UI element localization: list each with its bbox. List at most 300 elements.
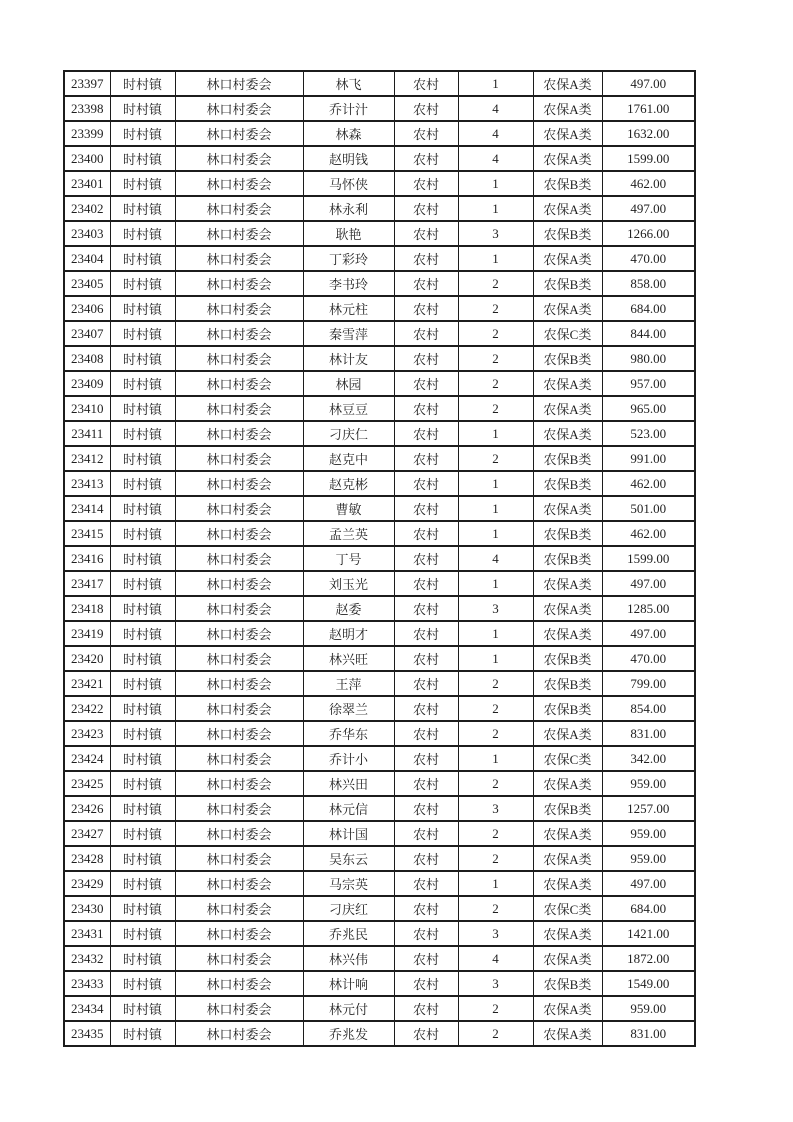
table-row	[64, 221, 695, 246]
cell-amount: 1285.00	[602, 596, 695, 621]
cell-village: 林口村委会	[175, 146, 303, 171]
cell-village: 林口村委会	[175, 346, 303, 371]
cell-village: 林口村委会	[175, 871, 303, 896]
cell-amount: 1761.00	[602, 96, 695, 121]
table-row	[64, 121, 695, 146]
cell-record_id: 23400	[64, 146, 110, 171]
table-row	[64, 321, 695, 346]
table-row	[64, 946, 695, 971]
cell-count: 1	[458, 246, 533, 271]
cell-town: 时村镇	[110, 221, 175, 246]
table-row	[64, 896, 695, 921]
cell-record_id: 23407	[64, 321, 110, 346]
table-row	[64, 1021, 695, 1046]
cell-insurance_category: 农保B类	[533, 696, 602, 721]
cell-record_id: 23397	[71, 75, 104, 91]
cell-town: 时村镇	[110, 696, 175, 721]
cell-count: 2	[458, 896, 533, 921]
table-row	[64, 71, 695, 96]
cell-insurance_category: 农保A类	[533, 921, 602, 946]
cell-insurance_category: 农保A类	[533, 1021, 602, 1046]
cell-count: 1	[458, 196, 533, 221]
cell-amount: 523.00	[602, 421, 695, 446]
cell-insurance_category: 农保A类	[533, 146, 602, 171]
cell-town: 时村镇	[110, 196, 175, 221]
table-row	[64, 821, 695, 846]
cell-town: 时村镇	[110, 971, 175, 996]
cell-record_id: 23405	[64, 271, 110, 296]
cell-residence_type: 农村	[394, 946, 458, 971]
cell-amount: 959.00	[602, 771, 695, 796]
cell-insurance_category: 农保A类	[533, 396, 602, 421]
cell-residence_type: 农村	[394, 971, 458, 996]
cell-record_id: 23435	[64, 1021, 110, 1046]
cell-amount: 1549.00	[602, 971, 695, 996]
cell-amount: 497.00	[602, 71, 695, 96]
table-row	[64, 446, 695, 471]
cell-amount: 858.00	[602, 271, 695, 296]
cell-village: 林口村委会	[175, 396, 303, 421]
cell-record_id: 23403	[64, 221, 110, 246]
cell-residence_type: 农村	[394, 446, 458, 471]
cell-amount: 844.00	[602, 321, 695, 346]
cell-residence_type: 农村	[394, 996, 458, 1021]
cell-count: 2	[458, 821, 533, 846]
cell-village: 林口村委会	[175, 696, 303, 721]
cell-record_id: 23430	[64, 896, 110, 921]
cell-person_name: 乔计小	[303, 746, 394, 771]
cell-town: 时村镇	[110, 121, 175, 146]
records-tbody	[64, 71, 695, 1046]
cell-person_name: 林元付	[303, 996, 394, 1021]
cell-person_name: 乔计汁	[303, 96, 394, 121]
cell-count: 4	[458, 946, 533, 971]
cell-count: 2	[458, 771, 533, 796]
cell-insurance_category: 农保A类	[533, 721, 602, 746]
cell-insurance_category: 农保C类	[533, 896, 602, 921]
cell-insurance_category: 农保C类	[533, 746, 602, 771]
cell-record_id: 23398	[64, 96, 110, 121]
cell-residence_type: 农村	[394, 896, 458, 921]
cell-person_name: 林园	[303, 371, 394, 396]
cell-village: 林口村委会	[175, 71, 303, 96]
cell-insurance_category: 农保A类	[533, 946, 602, 971]
cell-record_id: 23432	[64, 946, 110, 971]
cell-residence_type: 农村	[394, 246, 458, 271]
cell-person_name: 孟兰英	[303, 521, 394, 546]
cell-insurance_category: 农保A类	[533, 196, 602, 221]
cell-person_name: 丁号	[303, 546, 394, 571]
cell-residence_type: 农村	[394, 646, 458, 671]
table-row	[64, 296, 695, 321]
cell-count: 2	[458, 346, 533, 371]
cell-amount: 831.00	[602, 1021, 695, 1046]
table-row	[64, 996, 695, 1021]
cell-town: 时村镇	[110, 646, 175, 671]
cell-record_id: 23414	[64, 496, 110, 521]
cell-record_id: 23428	[64, 846, 110, 871]
cell-residence_type: 农村	[394, 746, 458, 771]
cell-residence_type: 农村	[394, 296, 458, 321]
cell-insurance_category: 农保A类	[533, 296, 602, 321]
cell-residence_type: 农村	[394, 171, 458, 196]
cell-person_name: 赵明才	[303, 621, 394, 646]
table-row	[64, 496, 695, 521]
cell-town: 时村镇	[110, 821, 175, 846]
cell-insurance_category: 农保A类	[533, 96, 602, 121]
cell-record_id: 23401	[64, 171, 110, 196]
cell-residence_type: 农村	[394, 871, 458, 896]
table-row	[64, 921, 695, 946]
cell-residence_type: 农村	[394, 271, 458, 296]
cell-residence_type: 农村	[394, 221, 458, 246]
table-row	[64, 396, 695, 421]
cell-residence_type: 农村	[394, 346, 458, 371]
cell-town: 时村镇	[110, 721, 175, 746]
cell-count: 1	[458, 421, 533, 446]
cell-record_id: 23419	[64, 621, 110, 646]
cell-person_name: 林豆豆	[303, 396, 394, 421]
cell-amount: 497.00	[602, 196, 695, 221]
table-row	[64, 471, 695, 496]
cell-insurance_category: 农保A类	[533, 71, 602, 96]
cell-town: 时村镇	[110, 796, 175, 821]
cell-town: 时村镇	[110, 96, 175, 121]
cell-person_name: 林兴田	[303, 771, 394, 796]
cell-count: 2	[458, 1021, 533, 1046]
cell-village: 林口村委会	[175, 496, 303, 521]
cell-town: 时村镇	[110, 1021, 175, 1046]
cell-village: 林口村委会	[175, 446, 303, 471]
cell-person_name: 赵委	[303, 596, 394, 621]
cell-count: 4	[458, 96, 533, 121]
cell-town: 时村镇	[110, 146, 175, 171]
cell-record_id: 23402	[64, 196, 110, 221]
cell-insurance_category: 农保A类	[533, 871, 602, 896]
cell-amount: 462.00	[602, 521, 695, 546]
cell-village: 林口村委会	[175, 371, 303, 396]
cell-insurance_category: 农保A类	[533, 121, 602, 146]
cell-residence_type: 农村	[394, 771, 458, 796]
cell-person_name: 刁庆红	[303, 896, 394, 921]
cell-count: 1	[458, 71, 533, 96]
cell-amount: 470.00	[602, 646, 695, 671]
cell-residence_type: 农村	[394, 371, 458, 396]
cell-count: 2	[458, 371, 533, 396]
cell-insurance_category: 农保B类	[533, 221, 602, 246]
cell-amount: 965.00	[602, 396, 695, 421]
cell-town: 时村镇	[110, 921, 175, 946]
cell-village: 林口村委会	[175, 171, 303, 196]
cell-person_name: 林计响	[303, 971, 394, 996]
cell-count: 4	[458, 146, 533, 171]
cell-town: 时村镇	[110, 321, 175, 346]
cell-insurance_category: 农保A类	[533, 821, 602, 846]
cell-count: 2	[458, 696, 533, 721]
cell-record_id: 23417	[64, 571, 110, 596]
table-row	[64, 246, 695, 271]
cell-amount: 799.00	[602, 671, 695, 696]
table-row	[64, 621, 695, 646]
cell-record_id: 23422	[64, 696, 110, 721]
cell-record_id: 23409	[64, 371, 110, 396]
cell-person_name: 林飞	[303, 71, 394, 96]
cell-residence_type: 农村	[394, 521, 458, 546]
cell-village: 林口村委会	[175, 671, 303, 696]
cell-count: 2	[458, 721, 533, 746]
table-row	[64, 796, 695, 821]
cell-insurance_category: 农保A类	[533, 421, 602, 446]
cell-town: 时村镇	[110, 746, 175, 771]
cell-town: 时村镇	[110, 621, 175, 646]
cell-amount: 1421.00	[602, 921, 695, 946]
cell-town: 时村镇	[110, 946, 175, 971]
table-row	[64, 521, 695, 546]
cell-count: 1	[458, 871, 533, 896]
cell-village: 林口村委会	[175, 996, 303, 1021]
cell-person_name: 刘玉光	[303, 571, 394, 596]
cell-person_name: 乔兆发	[303, 1021, 394, 1046]
cell-village: 林口村委会	[175, 821, 303, 846]
cell-insurance_category: 农保B类	[533, 521, 602, 546]
cell-person_name: 徐翠兰	[303, 696, 394, 721]
table-row	[64, 746, 695, 771]
table-row	[64, 546, 695, 571]
cell-insurance_category: 农保A类	[533, 496, 602, 521]
cell-town: 时村镇	[110, 996, 175, 1021]
cell-insurance_category: 农保B类	[533, 346, 602, 371]
cell-count: 1	[458, 646, 533, 671]
cell-count: 2	[458, 846, 533, 871]
cell-count: 4	[458, 546, 533, 571]
cell-town: 时村镇	[110, 171, 175, 196]
cell-count: 2	[458, 671, 533, 696]
cell-insurance_category: 农保B类	[533, 796, 602, 821]
cell-town: 时村镇	[110, 271, 175, 296]
cell-residence_type: 农村	[394, 196, 458, 221]
cell-insurance_category: 农保A类	[533, 996, 602, 1021]
cell-residence_type: 农村	[394, 421, 458, 446]
cell-residence_type: 农村	[394, 621, 458, 646]
cell-person_name: 林森	[303, 121, 394, 146]
cell-village: 林口村委会	[175, 471, 303, 496]
cell-count: 3	[458, 596, 533, 621]
cell-amount: 497.00	[602, 871, 695, 896]
cell-residence_type: 农村	[394, 396, 458, 421]
cell-person_name: 林元柱	[303, 296, 394, 321]
cell-town: 时村镇	[110, 396, 175, 421]
cell-person_name: 乔华东	[303, 721, 394, 746]
cell-record_id: 23420	[64, 646, 110, 671]
cell-amount: 991.00	[602, 446, 695, 471]
table-row	[64, 596, 695, 621]
cell-town: 时村镇	[110, 571, 175, 596]
cell-amount: 1632.00	[602, 121, 695, 146]
cell-person_name: 秦雪萍	[303, 321, 394, 346]
cell-village: 林口村委会	[175, 596, 303, 621]
cell-town: 时村镇	[110, 496, 175, 521]
cell-village: 林口村委会	[175, 771, 303, 796]
cell-residence_type: 农村	[394, 596, 458, 621]
cell-residence_type: 农村	[394, 496, 458, 521]
cell-person_name: 赵明钱	[303, 146, 394, 171]
cell-residence_type: 农村	[394, 321, 458, 346]
cell-insurance_category: 农保A类	[533, 371, 602, 396]
cell-village: 林口村委会	[175, 321, 303, 346]
table-row	[64, 346, 695, 371]
cell-town: 时村镇	[110, 771, 175, 796]
cell-record_id: 23421	[64, 671, 110, 696]
table-row	[64, 696, 695, 721]
cell-record_id: 23399	[64, 121, 110, 146]
cell-village: 林口村委会	[175, 546, 303, 571]
cell-amount: 831.00	[602, 721, 695, 746]
cell-amount: 1266.00	[602, 221, 695, 246]
cell-residence_type: 农村	[394, 821, 458, 846]
cell-insurance_category: 农保A类	[533, 771, 602, 796]
cell-amount: 854.00	[602, 696, 695, 721]
cell-record_id: 23418	[64, 596, 110, 621]
table-row	[64, 971, 695, 996]
cell-village: 林口村委会	[175, 571, 303, 596]
cell-amount: 497.00	[602, 621, 695, 646]
cell-count: 2	[458, 296, 533, 321]
cell-person_name: 曹敏	[303, 496, 394, 521]
cell-amount: 1599.00	[602, 146, 695, 171]
cell-town: 时村镇	[110, 346, 175, 371]
cell-count: 3	[458, 921, 533, 946]
table-row	[64, 571, 695, 596]
cell-record_id: 23416	[64, 546, 110, 571]
cell-record_id: 23426	[64, 796, 110, 821]
cell-record_id: 23412	[64, 446, 110, 471]
cell-record_id: 23433	[64, 971, 110, 996]
cell-residence_type: 农村	[394, 671, 458, 696]
cell-insurance_category: 农保B类	[533, 971, 602, 996]
cell-count: 4	[458, 121, 533, 146]
cell-town: 时村镇	[110, 546, 175, 571]
table-row	[64, 96, 695, 121]
cell-village: 林口村委会	[175, 621, 303, 646]
cell-residence_type: 农村	[394, 846, 458, 871]
cell-person_name: 王萍	[303, 671, 394, 696]
cell-village: 林口村委会	[175, 796, 303, 821]
cell-residence_type: 农村	[394, 571, 458, 596]
table-row	[64, 421, 695, 446]
cell-town: 时村镇	[110, 71, 175, 96]
cell-town: 时村镇	[110, 371, 175, 396]
cell-amount: 1599.00	[602, 546, 695, 571]
cell-record_id: 23431	[64, 921, 110, 946]
cell-count: 1	[458, 621, 533, 646]
cell-residence_type: 农村	[394, 721, 458, 746]
cell-count: 1	[458, 521, 533, 546]
cell-town: 时村镇	[110, 896, 175, 921]
cell-person_name: 李书玲	[303, 271, 394, 296]
table-row	[64, 721, 695, 746]
cell-village: 林口村委会	[175, 121, 303, 146]
cell-record_id: 23423	[64, 721, 110, 746]
cell-record_id: 23425	[64, 771, 110, 796]
cell-residence_type: 农村	[394, 121, 458, 146]
cell-town: 时村镇	[110, 596, 175, 621]
cell-town: 时村镇	[110, 846, 175, 871]
cell-amount: 684.00	[602, 296, 695, 321]
cell-count: 1	[458, 496, 533, 521]
cell-village: 林口村委会	[175, 271, 303, 296]
table-row	[64, 871, 695, 896]
cell-village: 林口村委会	[175, 846, 303, 871]
cell-count: 3	[458, 971, 533, 996]
cell-amount: 497.00	[602, 571, 695, 596]
cell-amount: 462.00	[602, 471, 695, 496]
cell-person_name: 林兴旺	[303, 646, 394, 671]
cell-village: 林口村委会	[175, 1021, 303, 1046]
cell-residence_type: 农村	[394, 796, 458, 821]
cell-insurance_category: 农保C类	[533, 321, 602, 346]
cell-village: 林口村委会	[175, 246, 303, 271]
cell-residence_type: 农村	[394, 71, 458, 96]
cell-village: 林口村委会	[175, 296, 303, 321]
cell-village: 林口村委会	[175, 221, 303, 246]
cell-residence_type: 农村	[394, 471, 458, 496]
table-row	[64, 846, 695, 871]
cell-insurance_category: 农保B类	[533, 171, 602, 196]
cell-record_id: 23410	[64, 396, 110, 421]
cell-person_name: 林计友	[303, 346, 394, 371]
cell-amount: 980.00	[602, 346, 695, 371]
cell-count: 2	[458, 446, 533, 471]
cell-record_id: 23434	[64, 996, 110, 1021]
cell-village: 林口村委会	[175, 521, 303, 546]
cell-person_name: 赵克中	[303, 446, 394, 471]
cell-amount: 470.00	[602, 246, 695, 271]
cell-insurance_category: 农保A类	[533, 596, 602, 621]
cell-village: 林口村委会	[175, 721, 303, 746]
cell-record_id: 23408	[64, 346, 110, 371]
cell-insurance_category: 农保A类	[533, 846, 602, 871]
cell-residence_type: 农村	[394, 921, 458, 946]
cell-amount: 959.00	[602, 996, 695, 1021]
cell-record_id: 23406	[64, 296, 110, 321]
cell-insurance_category: 农保B类	[533, 471, 602, 496]
cell-count: 3	[458, 221, 533, 246]
cell-record_id: 23411	[64, 421, 110, 446]
cell-village: 林口村委会	[175, 96, 303, 121]
cell-residence_type: 农村	[394, 96, 458, 121]
cell-insurance_category: 农保B类	[533, 546, 602, 571]
records-table	[63, 70, 696, 1047]
cell-town: 时村镇	[110, 421, 175, 446]
cell-town: 时村镇	[110, 521, 175, 546]
cell-person_name: 乔兆民	[303, 921, 394, 946]
cell-count: 1	[458, 746, 533, 771]
cell-town: 时村镇	[110, 446, 175, 471]
cell-amount: 501.00	[602, 496, 695, 521]
cell-residence_type: 农村	[394, 696, 458, 721]
cell-insurance_category: 农保A类	[533, 571, 602, 596]
cell-count: 3	[458, 796, 533, 821]
cell-person_name: 林元信	[303, 796, 394, 821]
cell-amount: 959.00	[602, 846, 695, 871]
table-row	[64, 196, 695, 221]
cell-residence_type: 农村	[394, 1021, 458, 1046]
cell-count: 1	[458, 171, 533, 196]
cell-insurance_category: 农保A类	[533, 246, 602, 271]
cell-count: 2	[458, 271, 533, 296]
cell-person_name: 耿艳	[303, 221, 394, 246]
cell-village: 林口村委会	[175, 921, 303, 946]
